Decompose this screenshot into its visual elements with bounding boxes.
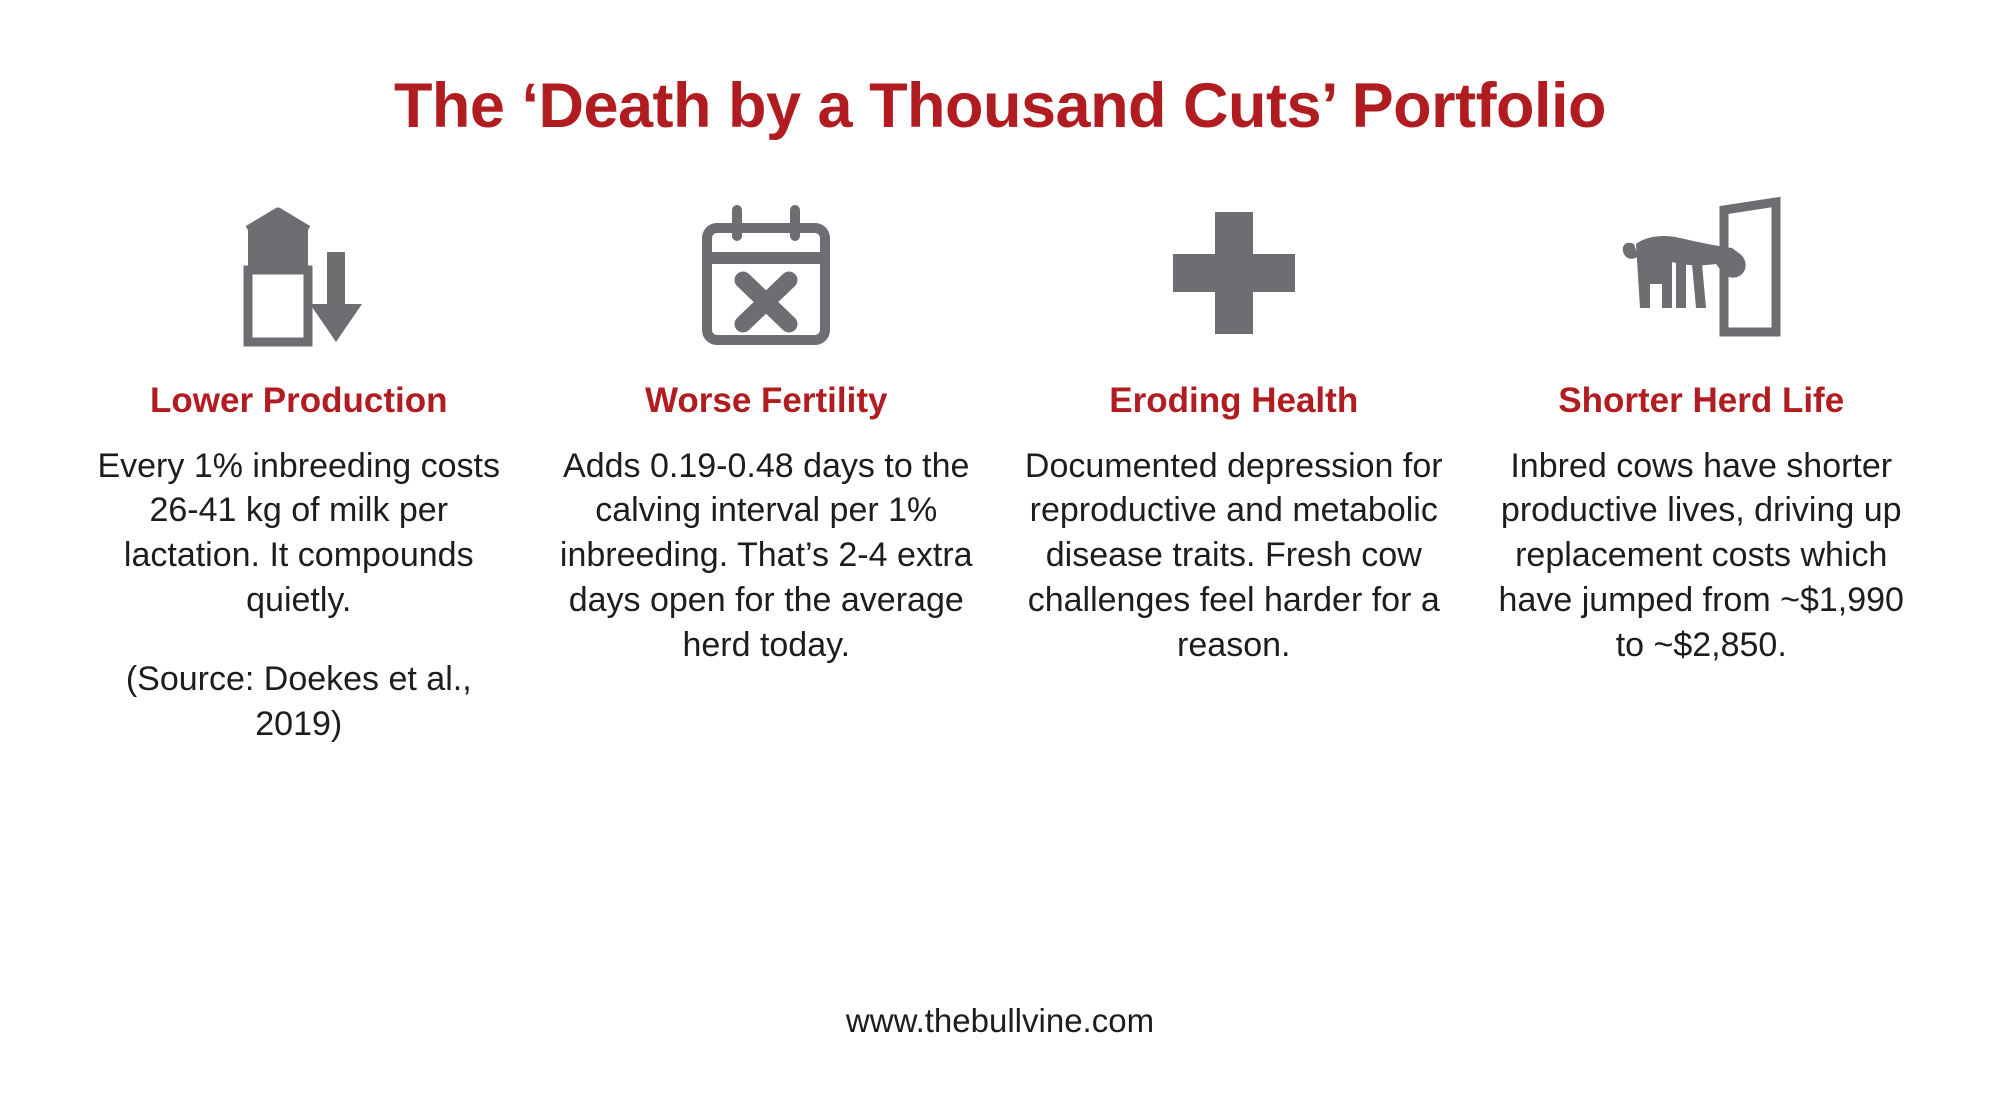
column-worse-fertility	[533, 189, 1001, 702]
calendar-x-icon	[681, 189, 851, 365]
columns-container	[65, 189, 1935, 747]
column-body: Every 1% inbreeding costs 26-41 kg of milk per lactation. It compounds quietly.	[97, 446, 501, 620]
column-heading: Eroding Health	[1109, 381, 1359, 421]
column-eroding-health	[1000, 189, 1468, 702]
column-lower-production	[65, 189, 533, 747]
cow-exiting-door-icon	[1606, 189, 1796, 365]
column-heading: Worse Fertility	[645, 381, 888, 421]
column-shorter-herd-life	[1468, 189, 1936, 702]
column-body: Inbred cows have shorter productive lives, driving up replacement costs which have jumped from ~$1,990 to ~$2,850.	[1498, 446, 1904, 665]
column-source: (Source: Doekes et al., 2019)	[125, 660, 472, 743]
column-body: Adds 0.19-0.48 days to the calving interval per 1% inbreeding. That’s 2-4 extra days open for the average herd today.	[559, 446, 973, 665]
column-body: Documented depression for reproductive and metabolic disease traits. Fresh cow challenges feel harder for a reason.	[1024, 446, 1443, 665]
footer-website: www.thebullvine.com	[845, 1002, 1155, 1039]
medical-cross-icon	[1149, 189, 1319, 365]
milk-carton-down-arrow-icon	[214, 189, 384, 365]
column-heading: Shorter Herd Life	[1558, 381, 1845, 421]
page-title: The ‘Death by a Thousand Cuts’ Portfolio	[393, 71, 1607, 141]
column-heading: Lower Production	[150, 381, 448, 421]
